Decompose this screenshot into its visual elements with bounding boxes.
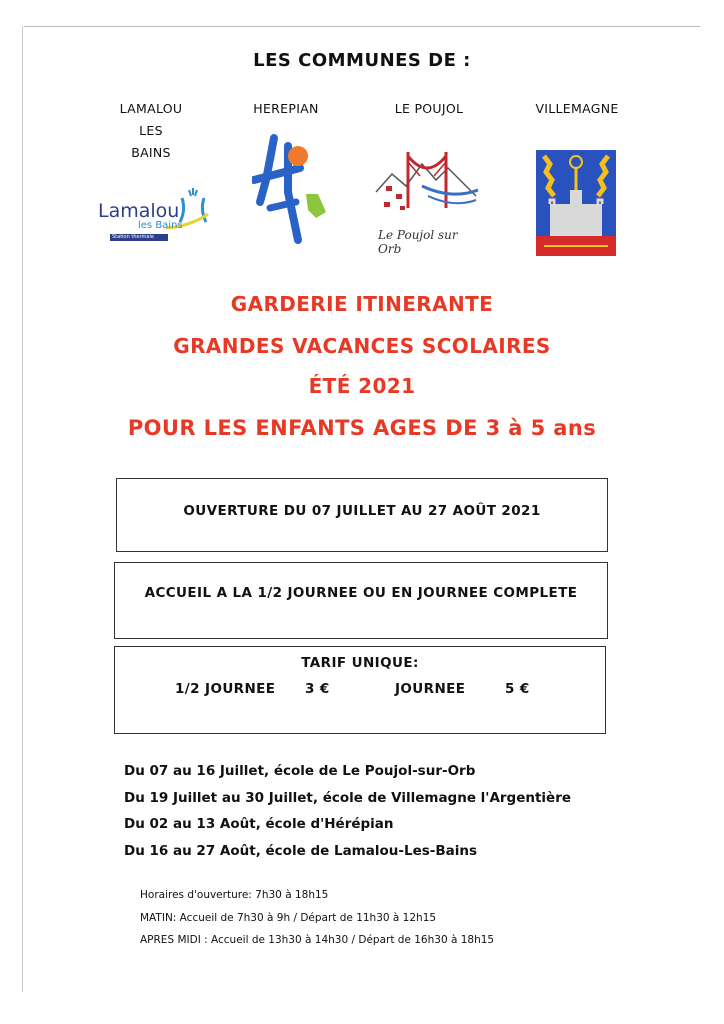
page-header: LES COMMUNES DE : bbox=[253, 50, 471, 71]
commune-herepian bbox=[240, 98, 332, 120]
le-poujol-logo bbox=[372, 150, 480, 254]
welcome-text: ACCUEIL A LA 1/2 JOURNEE OU EN JOURNEE COMPLETE bbox=[144, 585, 578, 601]
title-ete: ÉTÉ 2021 bbox=[308, 374, 416, 398]
commune-name-line: LES bbox=[139, 123, 163, 138]
le-poujol-logo-text: Le Poujol sur Orb bbox=[378, 228, 458, 256]
commune-name-line: VILLEMAGNE bbox=[535, 101, 619, 116]
tariff-title: TARIF UNIQUE: bbox=[301, 655, 419, 671]
hours-line: Horaires d'ouverture: 7h30 à 18h15 bbox=[140, 889, 329, 901]
lamalou-logo-text: Lamalou bbox=[98, 200, 180, 222]
hours-line: MATIN: Accueil de 7h30 à 9h / Départ de 11h30 à 12h15 bbox=[140, 911, 437, 924]
period-item: Du 19 Juillet au 30 Juillet, école de Villemagne l'Argentière bbox=[124, 789, 572, 806]
title-age-range: POUR LES ENFANTS AGES DE 3 à 5 ans bbox=[127, 416, 597, 440]
full-day-label: JOURNEE bbox=[395, 681, 466, 697]
commune-name-line: LAMALOU bbox=[119, 101, 183, 116]
period-list bbox=[124, 758, 571, 864]
commune-name-line: LE POUJOL bbox=[394, 101, 464, 116]
full-day-price: 5 € bbox=[505, 681, 530, 697]
half-day-label: 1/2 JOURNEE bbox=[175, 681, 276, 697]
commune-lamalou bbox=[108, 98, 194, 164]
period-item: Du 02 au 13 Août, école d'Hérépian bbox=[124, 816, 394, 832]
title-vacances: GRANDES VACANCES SCOLAIRES bbox=[173, 334, 551, 358]
commune-le-poujol bbox=[378, 98, 480, 120]
period-item: Du 16 au 27 Août, école de Lamalou-Les-Bains bbox=[124, 842, 478, 859]
page-border-left bbox=[22, 26, 23, 992]
lamalou-logo-tag: Station thermale bbox=[112, 234, 154, 240]
title-garderie: GARDERIE ITINERANTE bbox=[230, 292, 494, 316]
opening-dates-text: OUVERTURE DU 07 JUILLET AU 27 AOÛT 2021 bbox=[183, 503, 541, 519]
hours-line: APRES MIDI : Accueil de 13h30 à 14h30 / Départ de 16h30 à 18h15 bbox=[140, 934, 495, 946]
lamalou-logo-subtext: les Bains bbox=[138, 220, 183, 231]
half-day-price: 3 € bbox=[305, 681, 330, 697]
period-item: Du 07 au 16 Juillet, école de Le Poujol-sur-Orb bbox=[124, 763, 476, 779]
opening-dates-box bbox=[116, 478, 608, 552]
commune-villemagne bbox=[522, 98, 632, 120]
opening-hours bbox=[140, 884, 494, 952]
commune-name-line: BAINS bbox=[131, 145, 171, 160]
welcome-box bbox=[114, 562, 608, 639]
tariff-box bbox=[114, 646, 606, 734]
villemagne-coat-of-arms bbox=[536, 150, 616, 256]
page-border-top bbox=[24, 26, 700, 27]
tariff-prices-row bbox=[115, 681, 605, 697]
herepian-logo bbox=[252, 132, 332, 248]
commune-name-line: HEREPIAN bbox=[253, 101, 319, 116]
lamalou-logo bbox=[96, 188, 214, 244]
